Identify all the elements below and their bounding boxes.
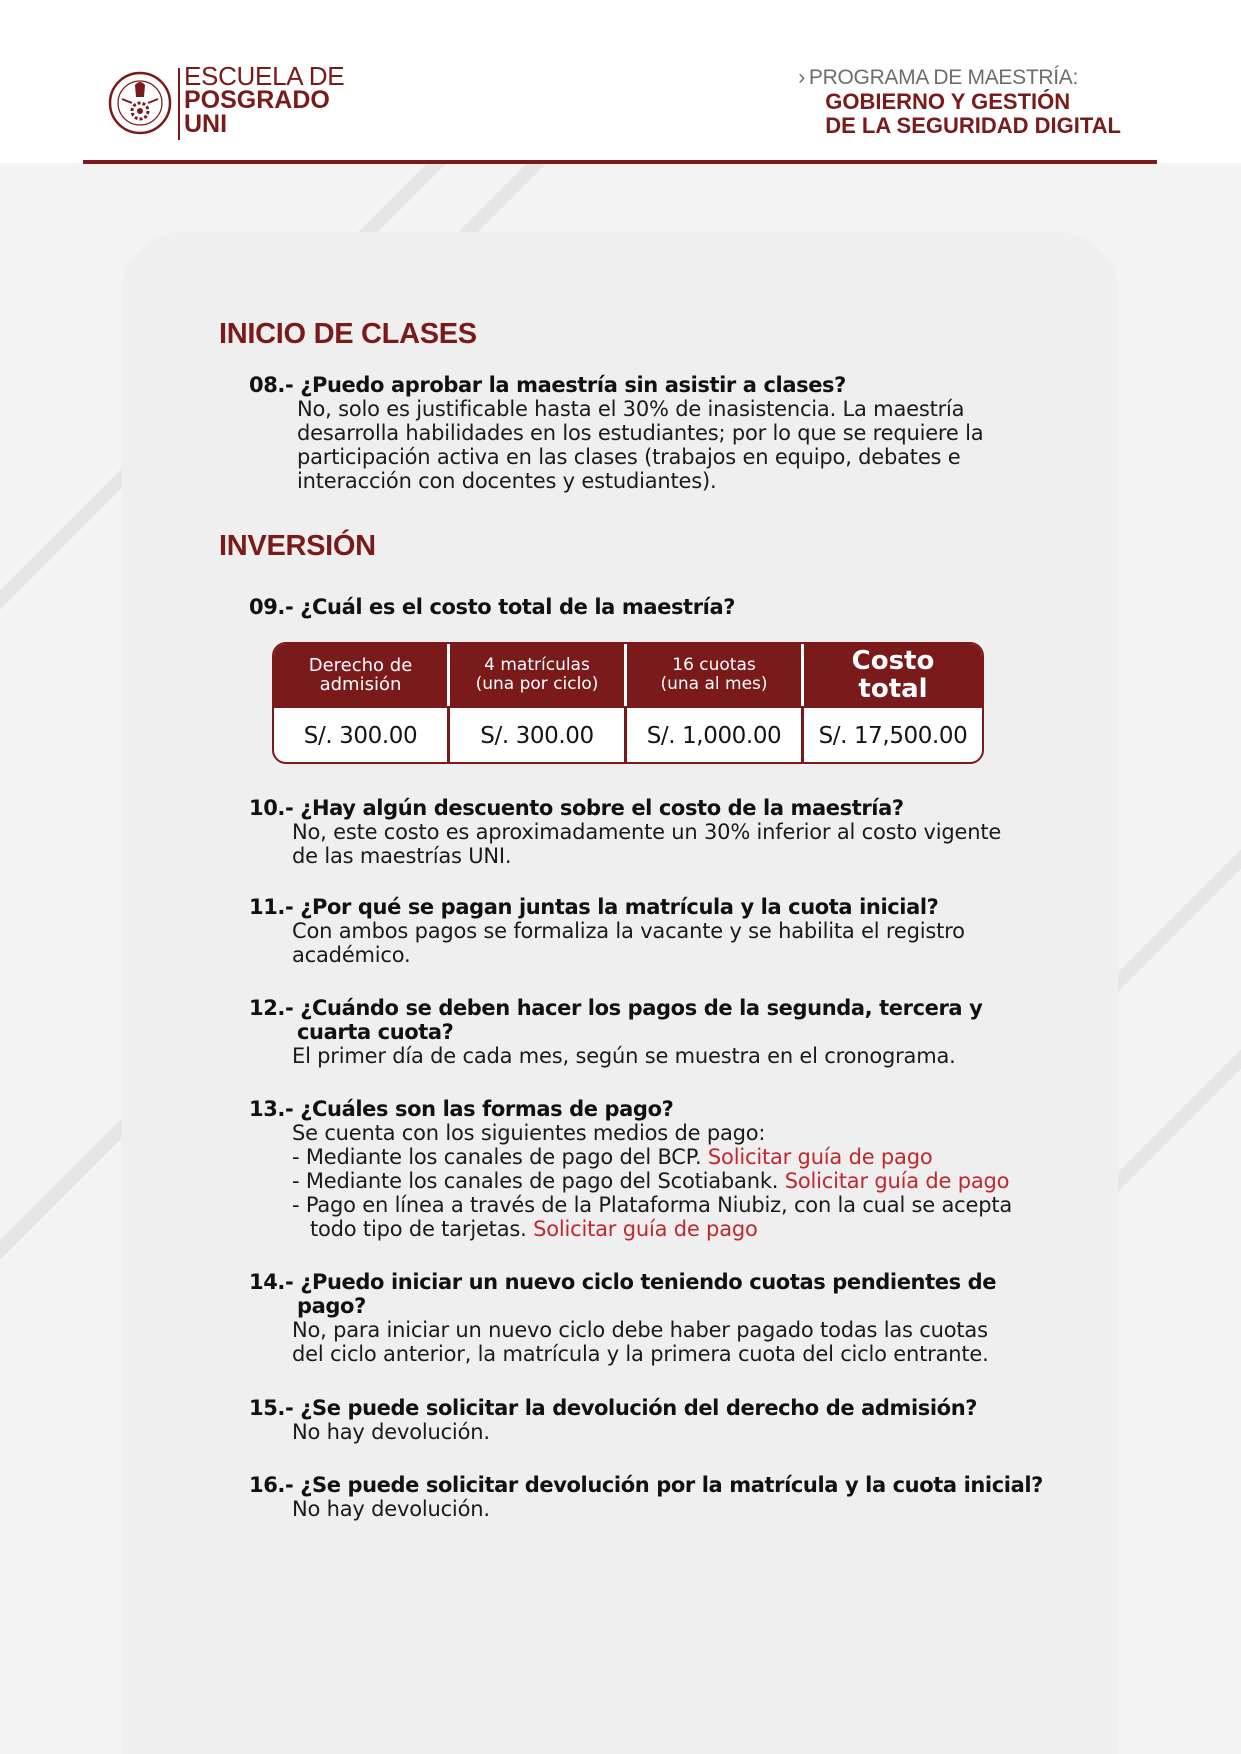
section-title-inicio: INICIO DE CLASES [219,318,477,350]
answer-11: Con ambos pagos se formaliza la vacante y se habilita el registro académico. [292,919,965,967]
cost-value-total: S/. 17,500.00 [804,706,982,764]
program-line-3: DE LA SEGURIDAD DIGITAL [825,113,1121,138]
cost-header-matriculas: 4 matrículas (una por ciclo) [450,644,627,706]
answer-12: El primer día de cada mes, según se muestra en el cronograma. [292,1044,956,1068]
cost-value-matriculas: S/. 300.00 [450,706,627,764]
section-title-inversion: INVERSIÓN [219,530,376,562]
logo-line-1: ESCUELA DE [184,61,345,91]
answer-13: Se cuenta con los siguientes medios de pago: - Mediante los canales de pago del BCP. Solicitar guía de pago - Mediante los canales de pago del Scotiabank. Solicitar guía de pago - Pago en línea a través de la Plataforma Niubiz, con la cual se acepta todo tipo de tarjetas. Solicitar guía de pago [292,1121,1013,1241]
program-title [798,66,1121,138]
cost-value-cuotas: S/. 1,000.00 [627,706,804,764]
logo-line-2: POSGRADO [184,86,330,114]
answer-10: No, este costo es aproximadamente un 30% inferior al costo vigente de las maestrías UNI. [292,820,1002,868]
question-09: 09.- ¿Cuál es el costo total de la maestría? [249,595,736,619]
question-14: 14.- ¿Puedo iniciar un nuevo ciclo teniendo cuotas pendientes de pago? [249,1270,997,1318]
question-16: 16.- ¿Se puede solicitar devolución por la matrícula y la cuota inicial? [249,1473,1043,1497]
payment-option-bcp: - Mediante los canales de pago del BCP. Solicitar guía de pago [292,1145,933,1169]
answer-15: No hay devolución. [292,1420,490,1444]
logo-divider [178,68,180,140]
payment-option-niubiz: - Pago en línea a través de la Plataforma Niubiz, con la cual se acepta [292,1193,1013,1217]
question-08: 08.- ¿Puedo aprobar la maestría sin asistir a clases? [249,373,846,397]
payment-option-scotiabank: - Mediante los canales de pago del Scotiabank. Solicitar guía de pago [292,1169,1010,1193]
guide-link-niubiz[interactable]: Solicitar guía de pago [533,1217,758,1241]
program-line-2: GOBIERNO Y GESTIÓN [825,89,1071,114]
cost-header-total: Costo total [804,644,982,706]
guide-link-scotiabank[interactable]: Solicitar guía de pago [784,1169,1010,1193]
answer-16: No hay devolución. [292,1497,490,1521]
logo-line-3: UNI [184,110,228,138]
answer-08: No, solo es justificable hasta el 30% de inasistencia. La maestría desarrolla habilidades en los estudiantes; por lo que se requiere la participación activa en las clases (trabajos en equipo, debates e interacción con docentes y estudiantes). [297,397,984,493]
question-13: 13.- ¿Cuáles son las formas de pago? [249,1097,674,1121]
cost-value-admision: S/. 300.00 [274,706,450,764]
question-12: 12.- ¿Cuándo se deben hacer los pagos de la segunda, tercera y cuarta cuota? [249,996,983,1044]
page-header [0,0,1241,163]
question-10: 10.- ¿Hay algún descuento sobre el costo de la maestría? [249,796,904,820]
guide-link-bcp[interactable]: Solicitar guía de pago [707,1145,933,1169]
cost-header-cuotas: 16 cuotas (una al mes) [627,644,804,706]
header-divider [83,160,1157,164]
school-logo-text [184,61,345,138]
answer-14: No, para iniciar un nuevo ciclo debe haber pagado todas las cuotas del ciclo anterior, la matrícula y la primera cuota del ciclo entrante. [292,1318,989,1366]
question-15: 15.- ¿Se puede solicitar la devolución del derecho de admisión? [249,1396,978,1420]
uni-seal-icon [108,63,172,143]
program-line-1: PROGRAMA DE MAESTRÍA: [808,66,1079,89]
question-11: 11.- ¿Por qué se pagan juntas la matrícula y la cuota inicial? [249,895,939,919]
chevron-right-icon: › [798,66,805,89]
cost-header-admision: Derecho de admisión [274,644,450,706]
cost-table [272,642,984,764]
